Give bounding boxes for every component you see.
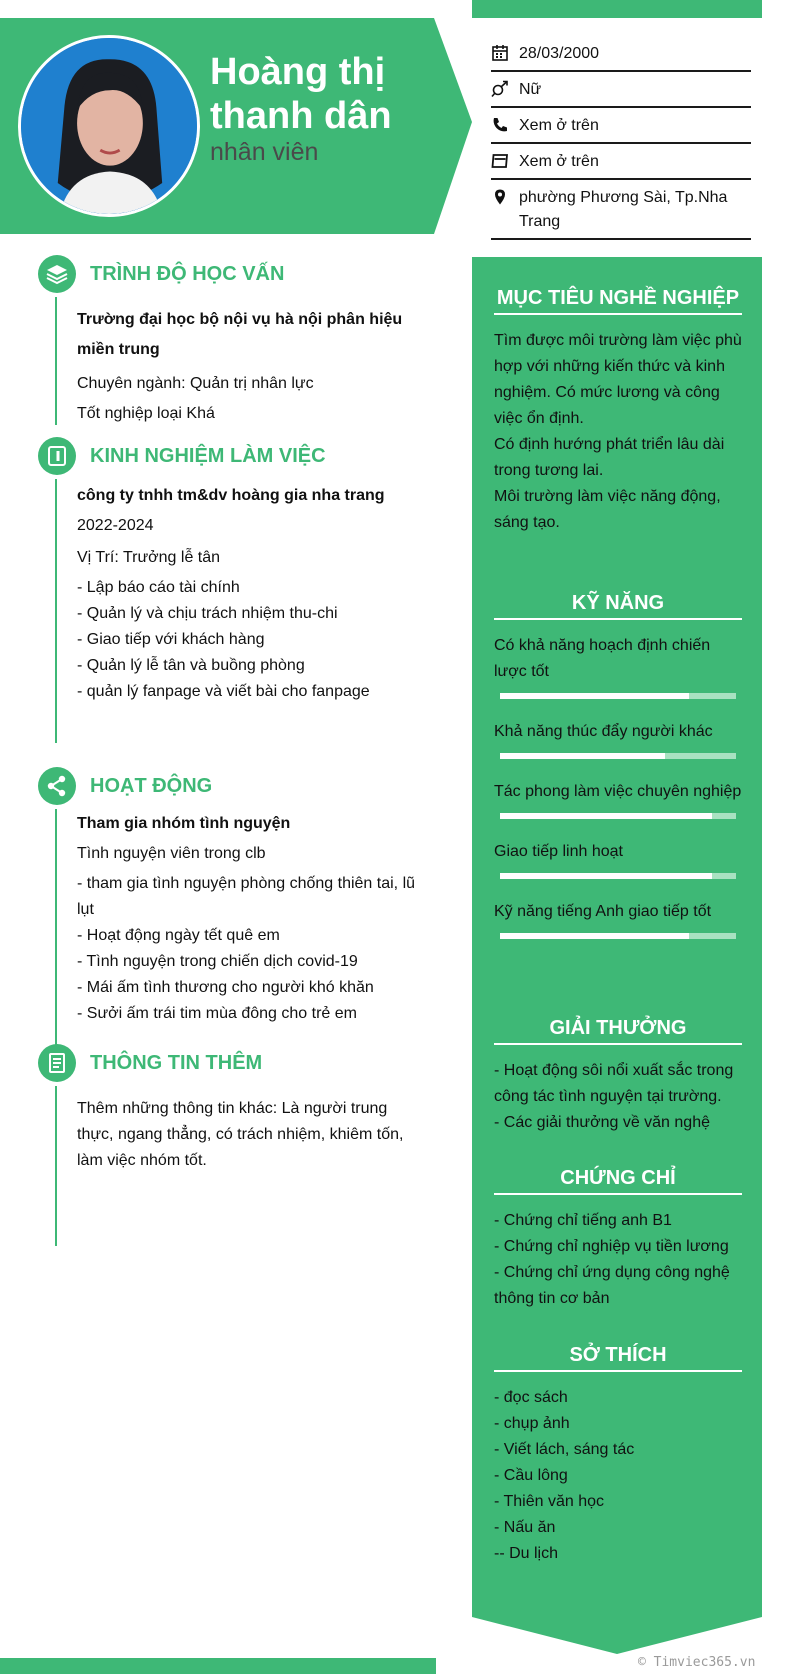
- gender-icon: [491, 80, 509, 98]
- hobby-item: - Nấu ăn: [494, 1519, 556, 1536]
- sidebar-top-strip: [472, 0, 762, 18]
- contact-address: [491, 180, 751, 240]
- email-icon: [491, 152, 509, 170]
- additional-info-section: [38, 1044, 418, 1246]
- skills-body: [494, 633, 742, 939]
- section-title: KỸ NĂNG: [494, 590, 742, 620]
- certificates-body: [494, 1208, 742, 1312]
- hobby-item: - chụp ảnh: [494, 1415, 570, 1432]
- company-name: công ty tnhh tm&dv hoàng gia nha trang: [77, 487, 385, 504]
- education-section: [38, 255, 418, 425]
- notes-icon: [38, 1044, 76, 1082]
- skill-item: [494, 899, 742, 939]
- hobbies-body: [494, 1385, 742, 1567]
- skill-bar-fill: [500, 693, 689, 699]
- calendar-icon: [491, 44, 509, 62]
- duty-item: - Lập báo cáo tài chính: [77, 579, 240, 596]
- certificates-section: [494, 1165, 742, 1312]
- contact-text: Xem ở trên: [519, 153, 599, 170]
- additional-info-body: [55, 1086, 418, 1246]
- skill-bar: [500, 933, 736, 939]
- avatar: [18, 35, 200, 217]
- organization: Tham gia nhóm tình nguyện: [77, 815, 291, 832]
- objective-line: Tìm được môi trường làm việc phù hợp với những kiến thức và kinh nghiệm. Có mức lương và công việc ổn định.: [494, 332, 742, 427]
- work-period: 2022-2024: [77, 517, 154, 534]
- section-title: TRÌNH ĐỘ HỌC VẤN: [90, 263, 285, 285]
- certificate-item: - Chứng chỉ nghiệp vụ tiền lương: [494, 1238, 729, 1255]
- skill-name: Kỹ năng tiếng Anh giao tiếp tốt: [494, 903, 712, 920]
- contact-text: Nữ: [519, 81, 542, 98]
- skill-name: Khả năng thúc đẩy người khác: [494, 723, 713, 740]
- contact-text: phường Phương Sài, Tp.Nha Trang: [519, 189, 728, 230]
- contact-email: [491, 144, 751, 180]
- hobby-item: - Thiên văn học: [494, 1493, 604, 1510]
- activity-item: - Mái ấm tình thương cho người khó khăn: [77, 979, 374, 996]
- role: Tình nguyện viên trong clb: [77, 845, 266, 862]
- major: Chuyên ngành: Quản trị nhân lực: [77, 375, 314, 392]
- hobby-item: - đọc sách: [494, 1389, 568, 1406]
- activities-header: [38, 767, 418, 805]
- education-body: [55, 297, 418, 425]
- award-item: - Các giải thưởng về văn nghệ: [494, 1114, 710, 1131]
- contact-phone: [491, 108, 751, 144]
- duty-item: - Quản lý lễ tân và buồng phòng: [77, 657, 305, 674]
- activities-section: [38, 767, 418, 1047]
- contact-list: [491, 36, 751, 240]
- skill-bar: [500, 753, 736, 759]
- section-title: KINH NGHIỆM LÀM VIỆC: [90, 445, 326, 467]
- job-title: nhân viên: [210, 138, 319, 166]
- id-card-icon: [38, 437, 76, 475]
- skill-bar-fill: [500, 873, 712, 879]
- award-item: - Hoạt động sôi nổi xuất sắc trong công tác tình nguyện tại trường.: [494, 1062, 734, 1105]
- skill-item: [494, 633, 742, 699]
- position: Vị Trí: Trưởng lễ tân: [77, 549, 221, 566]
- portrait-image: [21, 38, 197, 214]
- experience-body: [55, 479, 418, 743]
- skill-bar: [500, 873, 736, 879]
- awards-body: [494, 1058, 742, 1136]
- skills-section: [494, 590, 742, 959]
- school-name: Trường đại học bộ nội vụ hà nội phân hiệu miền trung: [77, 311, 403, 358]
- contact-text: 28/03/2000: [519, 45, 600, 62]
- sidebar: [472, 257, 762, 1654]
- activity-item: - tham gia tình nguyện phòng chống thiên tai, lũ lụt: [77, 875, 416, 918]
- activity-item: - Hoạt động ngày tết quê em: [77, 927, 280, 944]
- section-title: GIẢI THƯỞNG: [494, 1015, 742, 1045]
- objective-body: [494, 328, 742, 536]
- location-icon: [491, 188, 509, 206]
- skill-bar: [500, 693, 736, 699]
- objective-section: [494, 285, 742, 536]
- hobby-item: -- Du lịch: [494, 1545, 559, 1562]
- skill-item: [494, 779, 742, 819]
- skill-bar-fill: [500, 813, 712, 819]
- skill-name: Có khả năng hoạch định chiến lược tốt: [494, 637, 711, 680]
- footer-bar: [0, 1658, 436, 1674]
- activity-item: - Sưởi ấm trái tim mùa đông cho trẻ em: [77, 1005, 357, 1022]
- duty-item: - Giao tiếp với khách hàng: [77, 631, 265, 648]
- objective-line: Có định hướng phát triển lâu dài trong tương lai.: [494, 436, 725, 479]
- skill-name: Giao tiếp linh hoạt: [494, 843, 623, 860]
- skill-bar-fill: [500, 753, 665, 759]
- experience-section: [38, 437, 418, 743]
- graduation-grade: Tốt nghiệp loại Khá: [77, 405, 215, 422]
- phone-icon: [491, 116, 509, 134]
- section-title: HOẠT ĐỘNG: [90, 775, 213, 797]
- hobby-item: - Viết lách, sáng tác: [494, 1441, 635, 1458]
- watermark: © Timviec365.vn: [638, 1655, 756, 1670]
- contact-gender: [491, 72, 751, 108]
- education-header: [38, 255, 418, 293]
- experience-header: [38, 437, 418, 475]
- awards-section: [494, 1015, 742, 1136]
- candidate-name: Hoàng thị thanh dân: [210, 51, 392, 137]
- section-title: MỤC TIÊU NGHỀ NGHIỆP: [494, 285, 742, 315]
- activity-item: - Tình nguyện trong chiến dịch covid-19: [77, 953, 358, 970]
- additional-info-text: Thêm những thông tin khác: Là người trung thực, ngang thẳng, có trách nhiệm, khiêm tốn, làm việc nhóm tốt.: [77, 1100, 404, 1169]
- section-title: THÔNG TIN THÊM: [90, 1052, 263, 1074]
- objective-line: Môi trường làm việc năng động, sáng tạo.: [494, 488, 721, 531]
- additional-info-header: [38, 1044, 418, 1082]
- contact-text: Xem ở trên: [519, 117, 599, 134]
- duty-item: - quản lý fanpage và viết bài cho fanpage: [77, 683, 370, 700]
- section-title: SỞ THÍCH: [494, 1342, 742, 1372]
- layers-icon: [38, 255, 76, 293]
- hobbies-section: [494, 1342, 742, 1567]
- contact-birthdate: [491, 36, 751, 72]
- skill-name: Tác phong làm việc chuyên nghiệp: [494, 783, 742, 800]
- hobby-item: - Cầu lông: [494, 1467, 568, 1484]
- certificate-item: - Chứng chỉ tiếng anh B1: [494, 1212, 672, 1229]
- name-block: [210, 50, 460, 166]
- skill-item: [494, 719, 742, 759]
- activities-body: [55, 809, 418, 1047]
- share-icon: [38, 767, 76, 805]
- skill-item: [494, 839, 742, 879]
- skill-bar-fill: [500, 933, 689, 939]
- skill-bar: [500, 813, 736, 819]
- certificate-item: - Chứng chỉ ứng dụng công nghệ thông tin cơ bản: [494, 1264, 730, 1307]
- duty-item: - Quản lý và chịu trách nhiệm thu-chi: [77, 605, 338, 622]
- section-title: CHỨNG CHỈ: [494, 1165, 742, 1195]
